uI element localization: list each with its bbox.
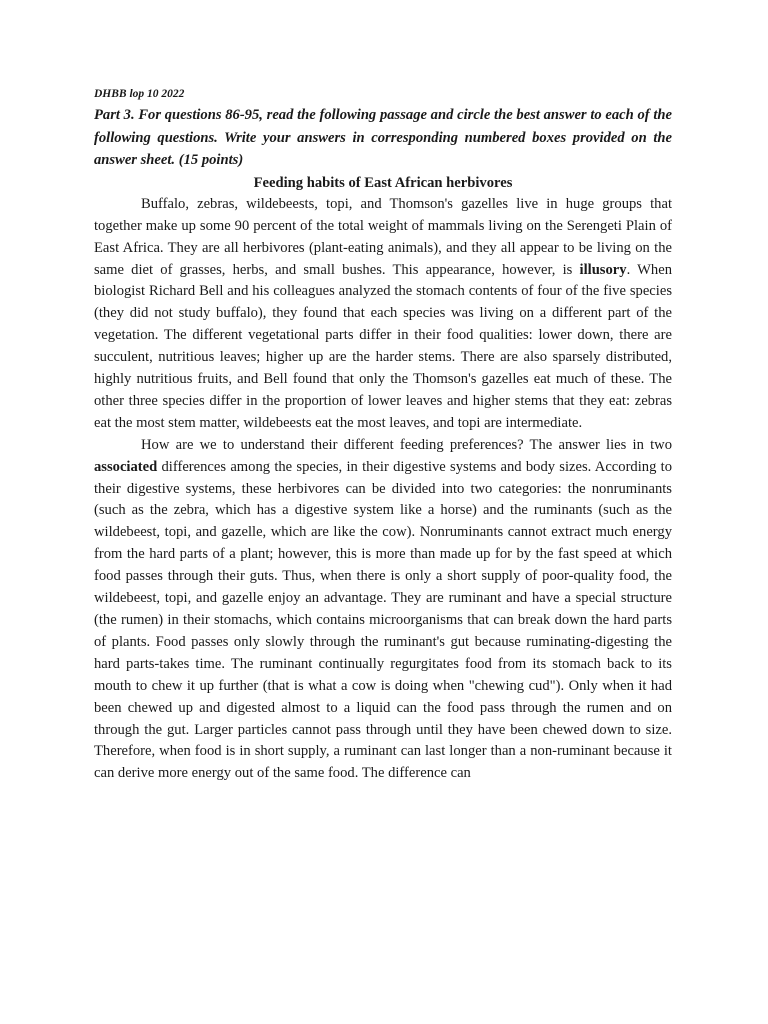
- document-page: [94, 86, 672, 785]
- paragraph-2-text-a: How are we to understand their different feeding preferences? The answer lies in two: [141, 436, 672, 453]
- paragraph-1-text-a: Buffalo, zebras, wildebeests, topi, and Thomson's gazelles live in huge groups that together make up some 90 percent of the total weight of mammals living on the Serengeti Plain of East Africa. They are all herbivores (plant-eating animals), and they all appear to be living on the same diet of grasses, herbs, and small bushes. This appearance, however, is: [94, 195, 672, 278]
- paragraph-2-text-b: differences among the species, in their digestive systems and body sizes. According to their digestive systems, these herbivores can be divided into two categories: the nonruminants (such as the zebra, which has a digestive system like a horse) and the ruminants (such as the wildebeest, topi, and gazelle, which are like the cow). Nonruminants cannot extract much energy from the hard parts of a plant; however, this is more than made up for by the fast speed at which food passes through their guts. Thus, when there is only a short supply of poor-quality food, the wildebeest, topi, and gazelle enjoy an advantage. They are ruminant and have a special structure (the rumen) in their stomachs, which contains microorganisms that can break down the hard parts of plants. Food passes only slowly through the ruminant's gut because ruminating-digesting the hard parts-takes time. The ruminant continually regurgitates food from its stomach back to its mouth to chew it up further (that is what a cow is doing when "chewing cud"). Only when it had been chewed up and digested almost to a liquid can the food pass through the rumen and on through the gut. Larger particles cannot pass through until they have been chewed down to size. Therefore, when food is in short supply, a ruminant can last longer than a non-ruminant because it can derive more energy out of the same food. The difference can: [94, 458, 672, 782]
- instructions: Part 3. For questions 86-95, read the following passage and circle the best answer to each of the following questions. Write your answers in corresponding numbered boxes provided on the answer sheet. (15 points): [94, 107, 672, 169]
- paragraph-1-text-b: . When biologist Richard Bell and his colleagues analyzed the stomach contents of four of the five species (they did not study buffalo), they found that each species was living on a different part of the vegetation. The different vegetational parts differ in their food qualities: lower down, there are succulent, nutritious leaves; higher up are the harder stems. There are also sparsely distributed, highly nutritious fruits, and Bell found that only the Thomson's gazelles eat much of these. The other three species differ in the proportion of lower leaves and higher stems that they eat: zebras eat the most stem matter, wildebeests eat the most leaves, and topi are intermediate.: [94, 261, 672, 431]
- header-tag: DHBB lop 10 2022: [94, 88, 185, 100]
- keyword-associated: associated: [94, 458, 158, 475]
- paragraph-2: [94, 435, 672, 786]
- paragraph-1: [94, 194, 672, 435]
- passage-title: Feeding habits of East African herbivores: [253, 174, 513, 191]
- keyword-illusory: illusory: [579, 261, 627, 278]
